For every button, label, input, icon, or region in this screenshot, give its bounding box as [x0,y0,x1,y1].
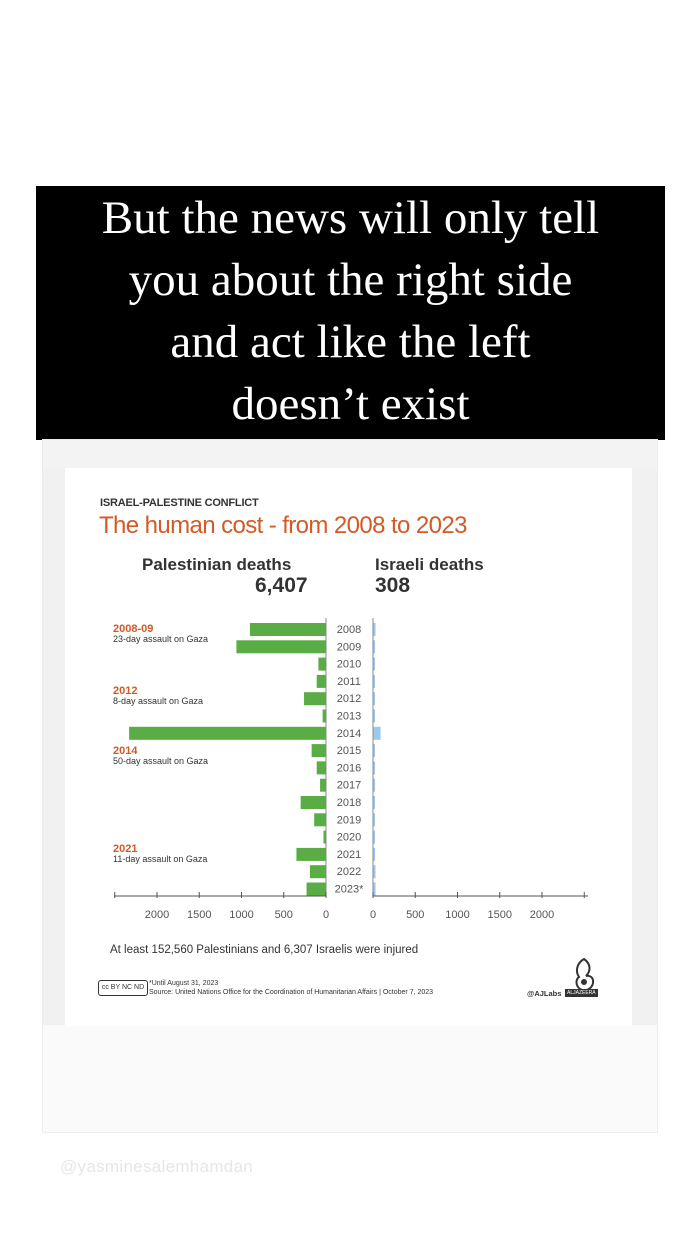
left-axis-tick-label: 0 [322,909,330,921]
palestinian-bar [236,640,326,653]
event-year: 2008-09 [113,623,154,635]
year-label: 2014 [336,727,362,740]
palestinian-bar [310,865,326,878]
aljazeera-logo-tag: ALJAZEERA [567,990,596,996]
license-badge: cc BY NC ND [98,980,148,996]
palestinian-deaths-total: 6,407 [255,574,308,597]
infographic [65,468,632,1026]
event-desc: 8-day assault on Gaza [113,696,204,706]
right-axis-tick-label: 0 [369,909,377,921]
left-axis-tick-label: 1000 [229,909,254,921]
year-label: 2008 [336,624,362,636]
event-desc: 50-day assault on Gaza [113,756,209,766]
deaths-bar-chart [65,468,632,938]
card-bottom-area [43,1025,657,1132]
year-label: 2015 [336,745,362,758]
caption-line: and act like the left [170,316,531,368]
event-year: 2021 [113,843,138,855]
username-watermark: @yasminesalemhamdan [60,1157,254,1176]
footnote-source: Source: United Nations Office for the Coordination of Humanitarian Affairs | October 7, 2023 [149,989,434,996]
palestinian-bar [250,623,326,636]
left-axis-tick-label: 2000 [144,909,170,921]
card-right-band [632,468,657,1026]
ajlabs-handle: @AJLabs [527,989,562,998]
palestinian-bar [317,761,326,774]
injured-note: At least 152,560 Palestinians and 6,307 Israelis were injured [110,944,419,956]
year-label: 2023* [334,883,364,896]
year-label: 2017 [336,779,362,792]
year-label: 2010 [336,658,362,671]
kicker: ISRAEL-PALESTINE CONFLICT [100,497,259,509]
year-label: 2012 [336,693,362,706]
year-label: 2021 [336,848,362,861]
card-left-band [43,468,65,1026]
year-label: 2018 [336,797,362,809]
right-axis-tick-label: 2000 [529,909,555,921]
event-desc: 11-day assault on Gaza [113,854,208,864]
palestinian-deaths-label: Palestinian deaths [142,555,292,574]
caption-line: doesn’t exist [231,378,470,430]
israeli-bar [373,727,381,740]
event-year: 2014 [113,745,138,757]
year-label: 2013 [336,710,362,723]
palestinian-bar [312,744,326,757]
palestinian-bar [317,675,326,688]
footnote [149,979,433,997]
palestinian-bar [323,710,326,723]
palestinian-bar [318,658,326,671]
palestinian-bar [307,883,326,896]
palestinian-bar [301,796,326,809]
caption-line: you about the right side [128,254,573,306]
palestinian-bar [304,692,326,705]
right-axis-tick-label: 1500 [487,909,512,921]
right-axis-tick-label: 1000 [445,909,470,921]
caption-banner [36,186,665,440]
chart-title: The human cost - from 2008 to 2023 [99,512,467,539]
palestinian-bar [314,813,326,826]
palestinian-bar [320,779,326,792]
israeli-deaths-label: Israeli deaths [375,555,484,574]
year-label: 2011 [337,675,361,688]
year-label: 2020 [336,831,362,844]
year-label: 2022 [336,866,362,879]
right-axis-tick-label: 500 [406,909,425,921]
event-desc: 23-day assault on Gaza [113,634,209,644]
palestinian-bar [129,727,326,740]
event-year: 2012 [113,685,138,697]
year-label: 2009 [336,641,362,654]
year-label: 2019 [336,814,362,827]
card-top-band [43,440,657,468]
left-axis-tick-label: 1500 [187,909,212,921]
footnote-date: *Until August 31, 2023 [149,980,219,987]
israeli-deaths-total: 308 [375,574,411,597]
year-label: 2016 [336,762,362,775]
palestinian-bar [296,848,326,861]
caption-line: But the news will only tell [101,192,600,244]
left-axis-tick-label: 500 [274,909,293,921]
